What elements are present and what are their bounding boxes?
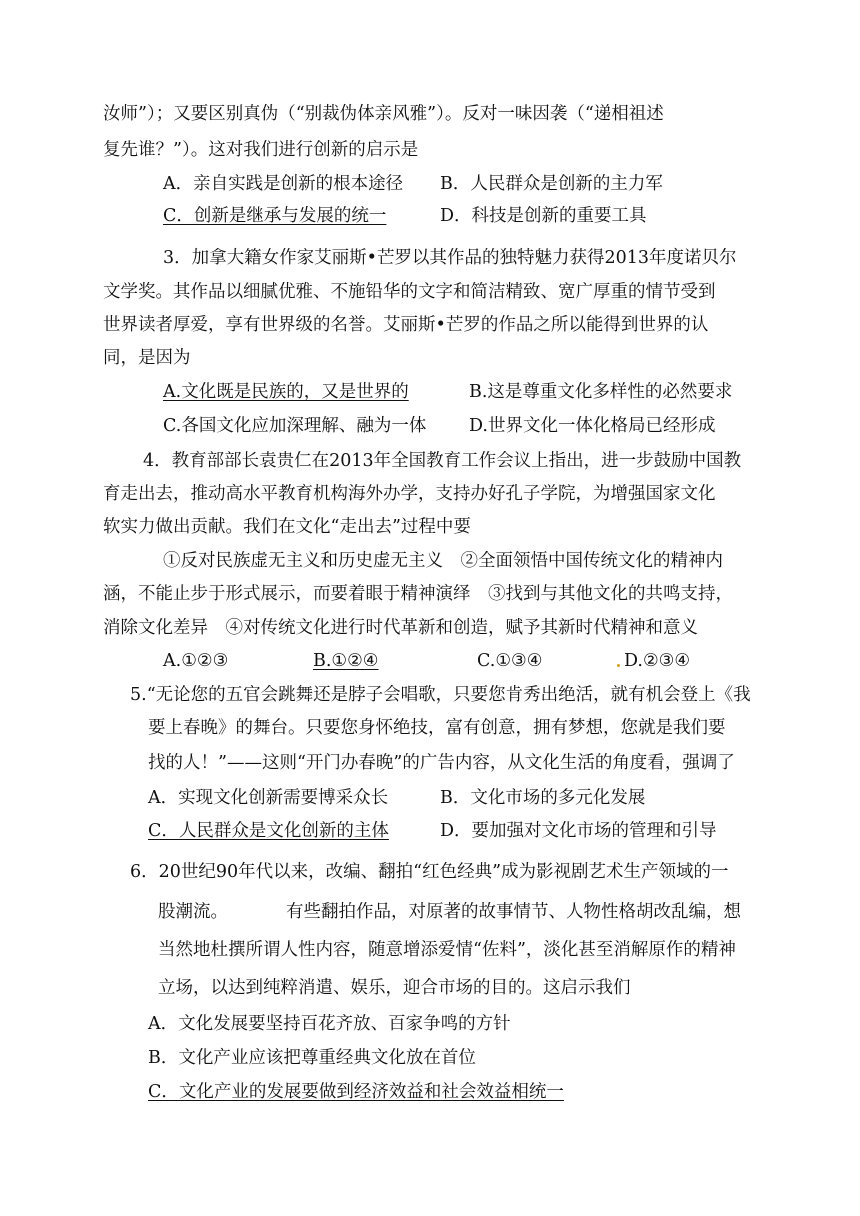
q4-statement-line: 消除文化差异 ④对传统文化进行时代革新和创造，赋予其新时代精神和意义 bbox=[103, 618, 698, 638]
q3-stem-line: 3．加拿大籍女作家艾丽斯•芒罗以其作品的独特魅力获得2013年度诺贝尔 bbox=[163, 248, 737, 268]
q5-option-d: D．要加强对文化市场的管理和引导 bbox=[440, 821, 717, 841]
q3-option-a-answer: A.文化既是民族的，又是世界的 bbox=[163, 382, 409, 402]
q2-stem-line: 汝师”）；又要区别真伪（“别裁伪体亲风雅”）。反对一味因袭（“递相祖述 bbox=[103, 104, 664, 124]
q3-stem-line: 世界读者厚爱，享有世界级的名誉。艾丽斯•芒罗的作品之所以能得到世界的认 bbox=[103, 315, 709, 335]
q6-stem-line: 有些翻拍作品，对原著的故事情节、人物性格胡改乱编，想 bbox=[286, 902, 741, 922]
q4-statement-line: ①反对民族虚无主义和历史虚无主义 ②全面领悟中国传统文化的精神内 bbox=[163, 551, 723, 571]
q6-option-b: B．文化产业应该把尊重经典文化放在首位 bbox=[148, 1048, 476, 1068]
q5-stem-line: 要上春晚》的舞台。只要您身怀绝技，富有创意，拥有梦想，您就是我们要 bbox=[148, 718, 726, 738]
q4-option-a: A.①②③ bbox=[163, 651, 229, 671]
q3-option-c: C.各国文化应加深理解、融为一体 bbox=[163, 416, 427, 436]
q2-option-d: D．科技是创新的重要工具 bbox=[440, 206, 647, 226]
q5-stem-line: 找的人！”——这则“开门办春晚”的广告内容，从文化生活的角度看，强调了 bbox=[148, 753, 735, 773]
q6-stem-line: 股潮流。 bbox=[158, 902, 228, 922]
q3-option-b: B.这是尊重文化多样性的必然要求 bbox=[469, 382, 733, 402]
q6-stem-line: 6．20世纪90年代以来，改编、翻拍“红色经典”成为影视剧艺术生产领域的一 bbox=[130, 862, 729, 882]
q5-option-a: A．实现文化创新需要博采众长 bbox=[148, 788, 389, 808]
q2-option-c-answer: C．创新是继承与发展的统一 bbox=[163, 206, 387, 226]
q3-stem-line: 文学奖。其作品以细腻优雅、不施铅华的文字和简洁精致、宽广厚重的情节受到 bbox=[103, 282, 716, 302]
q4-option-d: D.②③④ bbox=[624, 651, 691, 671]
q4-option-b-answer: B.①②④ bbox=[313, 651, 379, 671]
q3-stem-line: 同，是因为 bbox=[103, 348, 191, 368]
q6-stem-line: 当然地杜撰所谓人性内容，随意增添爱情“佐料”，淡化甚至消解原作的精神 bbox=[158, 940, 736, 960]
q5-stem-line: 5.“无论您的五官会跳舞还是脖子会唱歌，只要您肯秀出绝活，就有机会登上《我 bbox=[130, 685, 751, 705]
q5-option-c-answer: C．人民群众是文化创新的主体 bbox=[148, 821, 389, 841]
q6-option-a: A．文化发展要坚持百花齐放、百家争鸣的方针 bbox=[148, 1014, 511, 1034]
q4-stem-line: 育走出去，推动高水平教育机构海外办学，支持办好孔子学院，为增强国家文化 bbox=[103, 484, 716, 504]
q2-stem-line: 复先谁？”）。这对我们进行创新的启示是 bbox=[103, 140, 419, 160]
q2-option-b: B．人民群众是创新的主力军 bbox=[440, 174, 663, 194]
q5-option-b: B．文化市场的多元化发展 bbox=[440, 788, 646, 808]
q2-option-a: A．亲自实践是创新的根本途径 bbox=[163, 174, 404, 194]
q4-stem-line: 4．教育部部长袁贵仁在2013年全国教育工作会议上指出，进一步鼓励中国教 bbox=[143, 451, 742, 471]
q4-statement-line: 涵，不能止步于形式展示，而要着眼于精神演绎 ③找到与其他文化的共鸣支持， bbox=[103, 584, 733, 604]
q6-stem-line: 立场，以达到纯粹消遣、娱乐，迎合市场的目的。这启示我们 bbox=[158, 978, 631, 998]
q4-stem-line: 软实力做出贡献。我们在文化“走出去”过程中要 bbox=[103, 517, 471, 537]
q3-option-d: D.世界文化一体化格局已经形成 bbox=[469, 416, 716, 436]
stray-dot-mark bbox=[617, 664, 620, 667]
q4-option-c: C.①③④ bbox=[477, 651, 543, 671]
q6-option-c-answer: C．文化产业的发展要做到经济效益和社会效益相统一 bbox=[148, 1082, 564, 1102]
